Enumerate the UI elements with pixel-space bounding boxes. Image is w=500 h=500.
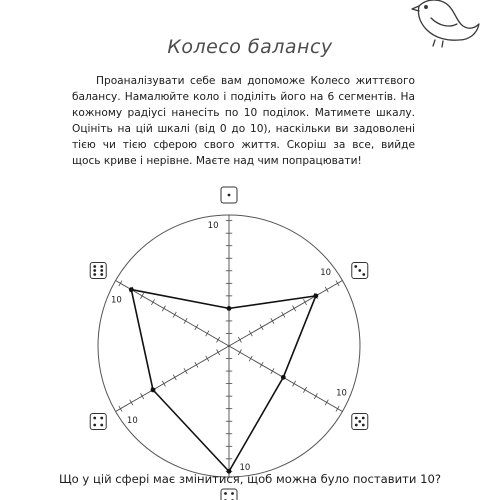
scale-tick bbox=[303, 299, 306, 305]
scale-tick bbox=[217, 349, 220, 355]
scale-tick bbox=[314, 393, 317, 399]
scale-tick bbox=[282, 312, 285, 318]
scale-tick bbox=[162, 306, 165, 312]
spoke-line bbox=[116, 346, 229, 412]
dice-four-icon bbox=[90, 414, 106, 430]
dice-six-icon bbox=[90, 263, 106, 279]
dice-one-icon bbox=[221, 187, 237, 203]
scale-tick bbox=[119, 281, 122, 287]
scale-tick bbox=[184, 368, 187, 374]
scale-label-10: 10 bbox=[111, 295, 122, 306]
scale-tick bbox=[173, 375, 176, 381]
question-text: Що у цій сфері має змінитися, щоб можна було поставити 10? bbox=[58, 472, 442, 486]
value-point bbox=[281, 375, 286, 380]
instruction-paragraph: Проаналізувати себе вам допоможе Колесо життєвого балансу. Намалюйте коло і поділіть його на 6 сегментів. На кожному радіусі нанесіть по 10 поділок. Матимете шкалу. Оцініть на цій шкалі (від 0 до 10), наскільки ви задоволені тією чи тією сферою свого життя. Скоріш за все, вийде щось криве і нерівне. Маєте над чим попрацювати! bbox=[72, 75, 415, 167]
scale-tick bbox=[238, 337, 241, 343]
scale-tick bbox=[195, 362, 198, 368]
scale-tick bbox=[336, 281, 339, 287]
scale-tick bbox=[173, 312, 176, 318]
scale-label-10: 10 bbox=[126, 416, 138, 427]
scale-tick bbox=[260, 362, 263, 368]
scale-tick bbox=[141, 293, 144, 299]
value-point bbox=[151, 387, 156, 392]
scale-tick bbox=[271, 368, 274, 374]
scale-tick bbox=[293, 306, 296, 312]
scale-tick bbox=[119, 406, 122, 412]
scale-label-10: 10 bbox=[336, 388, 347, 399]
value-point bbox=[227, 306, 232, 311]
dice-five-icon bbox=[352, 414, 368, 430]
scale-tick bbox=[206, 331, 209, 337]
scale-tick bbox=[195, 324, 198, 330]
value-point bbox=[129, 287, 134, 292]
page-title: Колесо балансу bbox=[167, 36, 333, 58]
scale-label-10: 10 bbox=[207, 221, 219, 232]
dice-four-icon bbox=[221, 489, 237, 500]
scale-tick bbox=[249, 331, 252, 337]
scale-label-10: 10 bbox=[239, 462, 251, 473]
value-point bbox=[313, 293, 318, 298]
scale-tick bbox=[249, 356, 252, 362]
scale-tick bbox=[336, 406, 339, 412]
spoke-line bbox=[229, 346, 342, 412]
scale-tick bbox=[260, 324, 263, 330]
scale-tick bbox=[238, 349, 241, 355]
scale-tick bbox=[303, 387, 306, 393]
scale-tick bbox=[162, 381, 165, 387]
scale-tick bbox=[130, 400, 133, 406]
scale-tick bbox=[184, 318, 187, 324]
scale-tick bbox=[293, 381, 296, 387]
scale-tick bbox=[325, 400, 328, 406]
dice-three-icon bbox=[352, 263, 368, 279]
spoke-line bbox=[229, 281, 342, 347]
scale-tick bbox=[271, 318, 274, 324]
scale-tick bbox=[325, 287, 328, 293]
scale-tick bbox=[206, 356, 209, 362]
scale-tick bbox=[141, 393, 144, 399]
scale-tick bbox=[217, 337, 220, 343]
scale-tick bbox=[151, 299, 154, 305]
scale-label-10: 10 bbox=[320, 267, 332, 278]
